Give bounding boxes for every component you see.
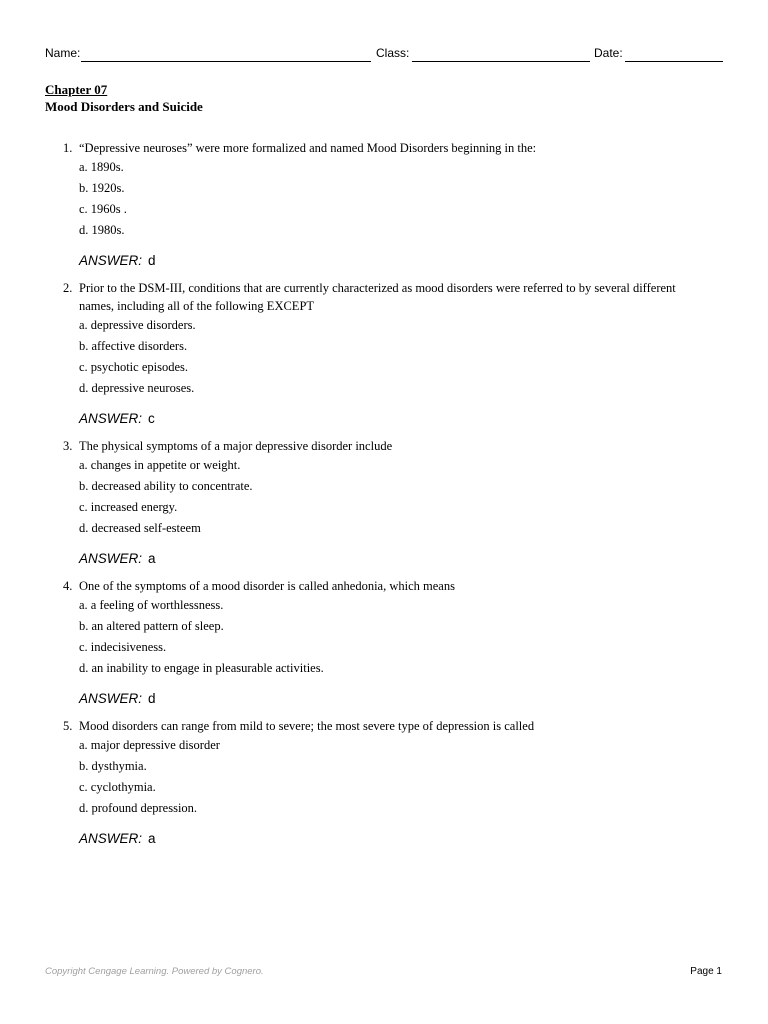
question-4 [63, 577, 713, 709]
question-1 [63, 139, 713, 271]
option-c: c. cyclothymia. [79, 780, 156, 794]
answer [79, 829, 713, 849]
option-a: a. depressive disorders. [79, 318, 196, 332]
question-number: 4. [63, 579, 73, 593]
answer-label: ANSWER: [79, 831, 143, 846]
chapter-heading [45, 81, 203, 115]
name-line [81, 61, 371, 62]
question-5 [63, 717, 713, 849]
answer-value: d [148, 253, 156, 268]
option-d: d. an inability to engage in pleasurable activities. [79, 661, 324, 675]
option-d: d. profound depression. [79, 801, 198, 815]
answer-value: a [148, 551, 156, 566]
option-a: a. changes in appetite or weight. [79, 458, 241, 472]
question-text: One of the symptoms of a mood disorder is called anhedonia, which means [79, 579, 455, 593]
question-text: “Depressive neuroses” were more formalized and named Mood Disorders beginning in the: [79, 141, 537, 155]
date-label: Date: [594, 46, 623, 60]
option-a: a. major depressive disorder [79, 738, 220, 752]
question-list [63, 139, 713, 857]
option-c: c. increased energy. [79, 500, 178, 514]
answer [79, 549, 713, 569]
option-b: b. an altered pattern of sleep. [79, 619, 224, 633]
option-c: c. indecisiveness. [79, 640, 167, 654]
class-line [412, 61, 590, 62]
answer-label: ANSWER: [79, 551, 143, 566]
answer [79, 251, 713, 271]
option-b: b. dysthymia. [79, 759, 147, 773]
option-a: a. a feeling of worthlessness. [79, 598, 224, 612]
date-line [625, 61, 723, 62]
header [45, 46, 723, 64]
question-3 [63, 437, 713, 569]
option-d: d. 1980s. [79, 223, 125, 237]
answer-value: a [148, 831, 156, 846]
page-number: Page 1 [690, 966, 722, 977]
answer-label: ANSWER: [79, 411, 143, 426]
question-text: Mood disorders can range from mild to severe; the most severe type of depression is called [79, 719, 535, 733]
option-a: a. 1890s. [79, 160, 124, 174]
class-label: Class: [376, 46, 410, 60]
answer-value: c [148, 411, 155, 426]
question-text: The physical symptoms of a major depressive disorder include [79, 439, 393, 453]
answer-label: ANSWER: [79, 253, 143, 268]
answer-label: ANSWER: [79, 691, 143, 706]
chapter-number: Chapter 07 [45, 82, 108, 97]
answer [79, 689, 713, 709]
option-b: b. 1920s. [79, 181, 125, 195]
option-c: c. psychotic episodes. [79, 360, 189, 374]
question-number: 1. [63, 141, 73, 155]
option-d: d. depressive neuroses. [79, 381, 195, 395]
option-b: b. decreased ability to concentrate. [79, 479, 253, 493]
question-number: 3. [63, 439, 73, 453]
name-label: Name: [45, 46, 81, 60]
question-text: Prior to the DSM-III, conditions that are currently characterized as mood disorders were referred to by several different names, including all of the following EXCEPT [79, 281, 676, 313]
option-b: b. affective disorders. [79, 339, 188, 353]
option-d: d. decreased self-esteem [79, 521, 201, 535]
answer [79, 409, 713, 429]
chapter-title: Mood Disorders and Suicide [45, 99, 203, 114]
question-number: 5. [63, 719, 73, 733]
copyright-notice: Copyright Cengage Learning. Powered by Cognero. [45, 966, 264, 977]
question-number: 2. [63, 281, 73, 295]
answer-value: d [148, 691, 156, 706]
question-2 [63, 279, 713, 429]
option-c: c. 1960s . [79, 202, 127, 216]
